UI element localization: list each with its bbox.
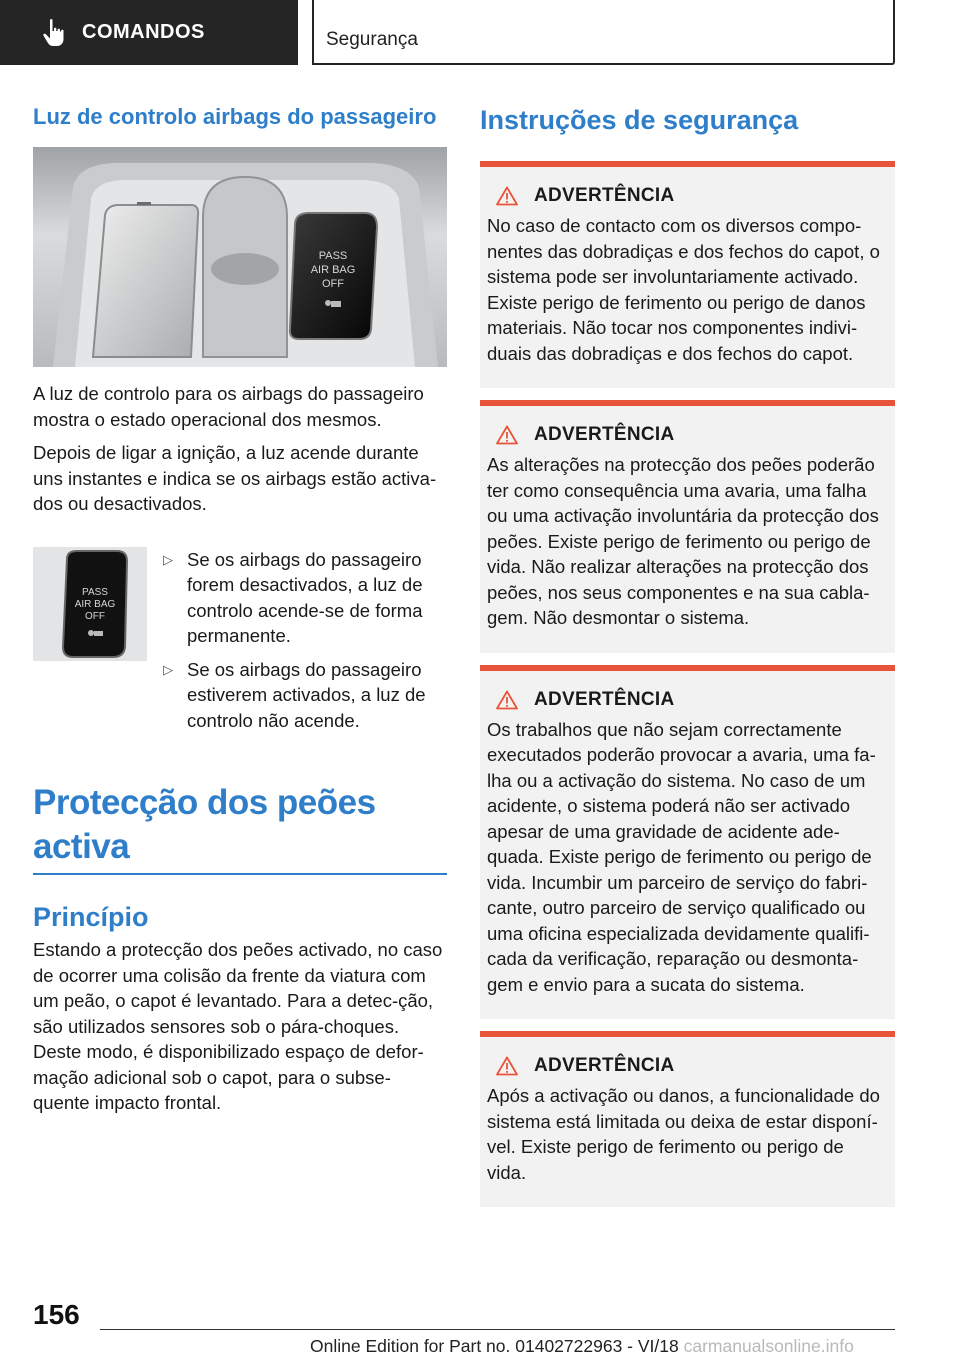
warning-title: ADVERTÊNCIA bbox=[534, 688, 675, 710]
warning-text: Após a activação ou danos, a funcionalidade do sistema está limitada ou deixa de estar disponí‐vel. Existe perigo de ferimento ou perigo de vida. bbox=[487, 1085, 880, 1183]
pedestrian-protection-heading: Protecção dos peões activa bbox=[33, 783, 376, 866]
header-tab bbox=[0, 0, 298, 65]
principle-heading: Princípio bbox=[33, 902, 149, 932]
footer-divider bbox=[100, 1329, 895, 1330]
svg-text:PASS: PASS bbox=[82, 586, 108, 598]
svg-text:PASS: PASS bbox=[318, 250, 348, 262]
warning-triangle-icon bbox=[496, 186, 518, 206]
footer-edition bbox=[310, 1336, 854, 1357]
heading-divider bbox=[33, 873, 447, 875]
bullet-triangle-icon: ▷ bbox=[163, 661, 173, 677]
left-column bbox=[33, 103, 447, 1116]
svg-text:OFF: OFF bbox=[85, 610, 105, 622]
airbag-light-heading: Luz de controlo airbags do passageiro bbox=[33, 104, 437, 129]
principle-text: Estando a protecção dos peões activado, no caso de ocorrer uma colisão da frente da viatura com um peão, o capot é levantado. Para a detec‐ção, são utilizados sensores sob o pára-choques. Deste modo, é disponibilizado espaço de defor‐mação adicional sob o capot, para o subse‐quente impacto frontal. bbox=[33, 939, 443, 1113]
list-item: ▷ Se os airbags do passageiro estiverem activados, a luz de controlo não acende. bbox=[163, 657, 447, 734]
svg-text:AIR BAG: AIR BAG bbox=[74, 598, 116, 610]
watermark-text: carmanualsonline.info bbox=[683, 1336, 854, 1356]
warning-box bbox=[480, 1031, 895, 1207]
warning-box bbox=[480, 400, 895, 653]
airbag-light-behaviour: Depois de ligar a ignição, a luz acende durante uns instantes e indica se os airbags estão activa‐dos ou desactivados. bbox=[33, 442, 437, 514]
edition-text: Online Edition for Part no. 01402722963 - VI/18 bbox=[310, 1336, 679, 1356]
svg-text:OFF: OFF bbox=[322, 278, 344, 290]
warning-title: ADVERTÊNCIA bbox=[534, 185, 675, 206]
safety-instructions-heading: Instruções de segurança bbox=[480, 105, 799, 135]
warning-title: ADVERTÊNCIA bbox=[534, 424, 675, 445]
warning-triangle-icon bbox=[496, 690, 518, 710]
warning-text: Os trabalhos que não sejam correctamente executados poderão provocar a avaria, uma fa‐lha ou a activação do sistema. No caso de um acidente, o sistema poderá não ser activado apesar de uma gravidade de acidente ade‐quada. Existe perigo de ferimento ou perigo de vida. Incumbir um parceiro de serviço do fabri‐cante, outro parceiro de serviço qualificado ou uma oficina especializada devidamente qualifi‐cada da verificação, reparação ou desmonta‐gem e envio para a sucata do sistema. bbox=[487, 718, 876, 995]
warning-box bbox=[480, 161, 895, 388]
warning-triangle-icon bbox=[496, 1056, 518, 1076]
warning-text: As alterações na protecção dos peões poderão ter como consequência uma avaria, uma falha ou uma activação involuntária da protecção dos peões. Existe perigo de ferimento ou perigo de vida. Não realizar alterações na protecção dos peões, nos seus componentes e na sua cabla‐gem. Não desmontar o sistema. bbox=[487, 454, 879, 628]
warning-box bbox=[480, 665, 895, 1020]
airbag-off-indicator-photo bbox=[33, 547, 147, 661]
section-title: Segurança bbox=[326, 29, 418, 50]
list-item: ▷ Se os airbags do passageiro forem desactivados, a luz de controlo acende-se de forma permanente. bbox=[163, 547, 447, 649]
chapter-tab-label: COMANDOS bbox=[82, 21, 205, 43]
warning-text: No caso de contacto com os diversos compo‐nentes das dobradiças e dos fechos do capot, o sistema pode ser involuntariamente activado. Existe perigo de ferimento ou perigo de danos materiais. Não tocar nos componentes indivi‐duais das dobradiças e dos fechos do capot. bbox=[487, 215, 880, 364]
warning-triangle-icon bbox=[496, 425, 518, 445]
airbag-status-list bbox=[163, 547, 447, 742]
page-number: 156 bbox=[33, 1299, 80, 1330]
svg-text:AIR BAG: AIR BAG bbox=[310, 264, 356, 276]
warning-title: ADVERTÊNCIA bbox=[534, 1055, 675, 1076]
airbag-status-list-row bbox=[33, 547, 447, 742]
header-section-box bbox=[312, 0, 895, 65]
right-column bbox=[480, 103, 895, 1207]
airbag-light-description: A luz de controlo para os airbags do passageiro mostra o estado operacional dos mesmos. bbox=[33, 383, 424, 430]
pointing-hand-icon bbox=[42, 18, 68, 48]
bullet-triangle-icon: ▷ bbox=[163, 551, 173, 567]
airbag-panel-photo bbox=[33, 147, 447, 367]
